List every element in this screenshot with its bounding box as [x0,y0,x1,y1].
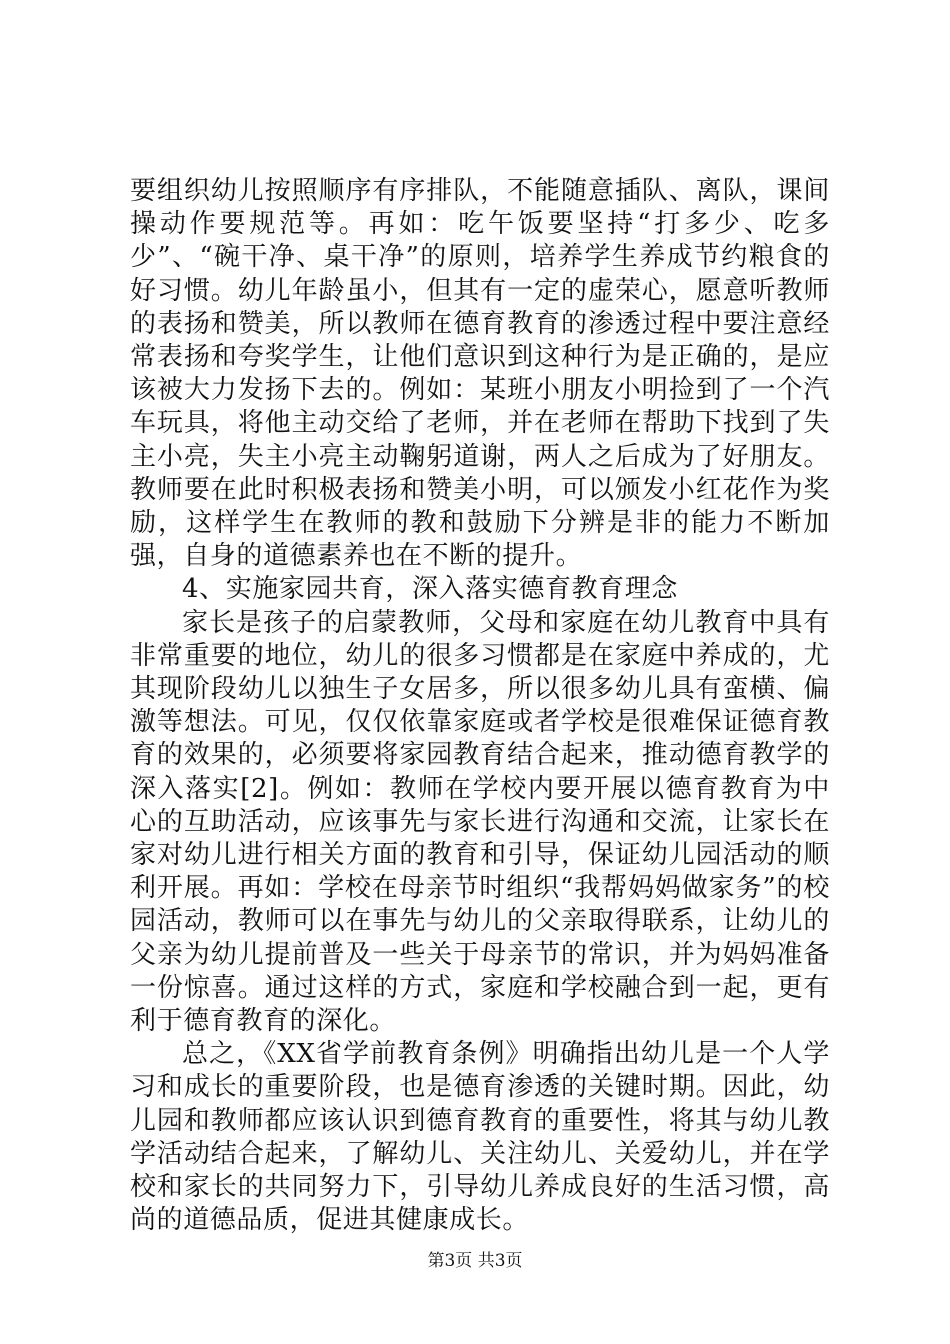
paragraph-conclusion: 总之，《XX省学前教育条例》明确指出幼儿是一个人学习和成长的重要阶段，也是德育渗透的关键时期。因此，幼儿园和教师都应该认识到德育教育的重要性，将其与幼儿教学活动结合起来，了解幼儿、关注幼儿、关爱幼儿，并在学校和家长的共同努力下，引导幼儿养成良好的生活习惯，高尚的道德品质，促进其健康成长。 [130,1039,830,1236]
paragraph: 家长是孩子的启蒙教师，父母和家庭在幼儿教育中具有非常重要的地位，幼儿的很多习惯都是在家庭中养成的，尤其现阶段幼儿以独生子女居多，所以很多幼儿具有蛮横、偏激等想法。可见，仅仅依靠家庭或者学校是很难保证德育教育的效果的，必须要将家园教育结合起来，推动德育教学的深入落实[2]。例如：教师在学校内要开展以德育教育为中心的互助活动，应该事先与家长进行沟通和交流，让家长在家对幼儿进行相关方面的教育和引导，保证幼儿园活动的顺利开展。再如：学校在母亲节时组织“我帮妈妈做家务”的校园活动，教师可以在事先与幼儿的父亲取得联系，让幼儿的父亲为幼儿提前普及一些关于母亲节的常识，并为妈妈准备一份惊喜。通过这样的方式，家庭和学校融合到一起，更有利于德育教育的深化。 [130,607,830,1037]
section-heading: 4、实施家园共育，深入落实德育教育理念 [182,574,678,605]
paragraph-continued: 要组织幼儿按照顺序有序排队，不能随意插队、离队，课间操动作要规范等。再如：吃午饭要坚持“打多少、吃多少”、“碗干净、桌干净”的原则，培养学生养成节约粮食的好习惯。幼儿年龄虽小，但其有一定的虚荣心，愿意听教师的表扬和赞美，所以教师在德育教育的渗透过程中要注意经常表扬和夸奖学生，让他们意识到这种行为是正确的，是应该被大力发扬下去的。例如：某班小朋友小明捡到了一个汽车玩具，将他主动交给了老师，并在老师在帮助下找到了失主小亮，失主小亮主动鞠躬道谢，两人之后成为了好朋友。教师要在此时积极表扬和赞美小明，可以颁发小红花作为奖励，这样学生在教师的教和鼓励下分辨是非的能力不断加强，自身的道德素养也在不断的提升。 [130,176,830,572]
page-number-footer: 第3页 共3页 [427,1251,523,1271]
document-body [130,175,830,1238]
